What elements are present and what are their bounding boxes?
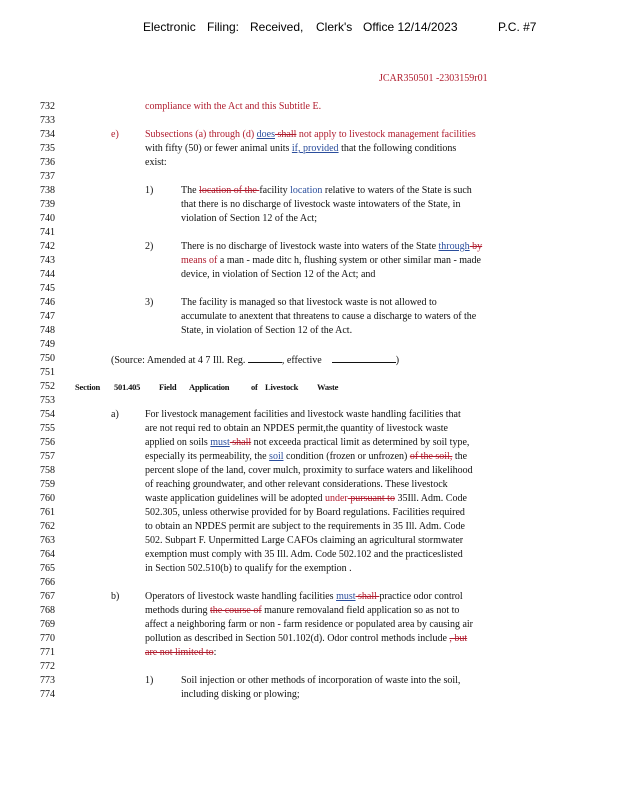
header-office-date: Office 12/14/2023 bbox=[363, 20, 458, 34]
text-line: 502.305, unless otherwise provided for by Board regulations. Facilities required bbox=[145, 507, 465, 518]
document-id: JCAR350501 -2303159r01 bbox=[379, 73, 488, 84]
line-number: 754 bbox=[40, 409, 55, 420]
line-number: 750 bbox=[40, 353, 55, 364]
text-line: in Section 502.510(b) to qualify for the exemption . bbox=[145, 563, 352, 574]
line-number: 739 bbox=[40, 199, 55, 210]
line-number: 762 bbox=[40, 521, 55, 532]
item-label-2: 2) bbox=[145, 241, 154, 252]
text-line: State, in violation of Section 12 of the Act. bbox=[181, 325, 353, 336]
inserted-text: must bbox=[210, 437, 230, 448]
line-number: 757 bbox=[40, 451, 55, 462]
text-line: Soil injection or other methods of incorporation of waste into the soil, bbox=[181, 675, 461, 686]
text-line: The facility is managed so that livestock waste is not allowed to bbox=[181, 297, 437, 308]
text-line: exist: bbox=[145, 157, 167, 168]
deleted-text: by bbox=[469, 241, 483, 252]
text-line: waste application guidelines will be adopted under pursuant to 35Ill. Adm. Code bbox=[145, 493, 467, 504]
text-line: exemption must comply with 35 Ill. Adm. Code 502.102 and the practiceslisted bbox=[145, 549, 463, 560]
line-number: 772 bbox=[40, 661, 55, 672]
section-title-word: Livestock bbox=[265, 382, 299, 392]
header-received: Received, bbox=[250, 20, 304, 34]
text-line: applied on soils must shall not exceeda practical limit as determined by soil type, bbox=[145, 437, 470, 448]
text-line: of reaching groundwater, and other relevant considerations. These livestock bbox=[145, 479, 448, 490]
line-number: 756 bbox=[40, 437, 55, 448]
line-number: 748 bbox=[40, 325, 55, 336]
section-title-word: of bbox=[251, 382, 258, 392]
text-line: especially its permeability, the soil condition (frozen or unfrozen) of the soil, the bbox=[145, 451, 468, 462]
line-number: 747 bbox=[40, 311, 55, 322]
line-number: 753 bbox=[40, 395, 55, 406]
line-number: 744 bbox=[40, 269, 55, 280]
text-line: with fifty (50) or fewer animal units if, provided that the following conditions bbox=[145, 143, 457, 154]
item-label-e: e) bbox=[111, 129, 119, 140]
section-title-word: Waste bbox=[317, 382, 339, 392]
line-number: 768 bbox=[40, 605, 55, 616]
inserted-text: does bbox=[256, 129, 275, 140]
line-number: 737 bbox=[40, 171, 55, 182]
blank-field bbox=[248, 353, 282, 363]
inserted-text: if, provided bbox=[291, 143, 339, 154]
line-number: 740 bbox=[40, 213, 55, 224]
section-label: Section bbox=[75, 382, 101, 392]
text-line: to obtain an NPDES permit are subject to the requirements in 35 Ill. Adm. Code bbox=[145, 521, 465, 532]
line-number: 746 bbox=[40, 297, 55, 308]
line-number: 755 bbox=[40, 423, 55, 434]
text-line: affect a neighboring farm or non - farm residence or populated area by causing air bbox=[145, 619, 474, 630]
line-number: 774 bbox=[40, 689, 55, 700]
deleted-text: shall bbox=[355, 591, 380, 602]
header-filing-label: Filing: bbox=[207, 20, 240, 34]
line-number: 743 bbox=[40, 255, 55, 266]
item-label-1: 1) bbox=[145, 185, 154, 196]
inserted-text: location bbox=[290, 185, 323, 196]
inserted-text: through bbox=[438, 241, 470, 252]
line-number: 758 bbox=[40, 465, 55, 476]
item-label-3: 3) bbox=[145, 297, 154, 308]
line-number: 760 bbox=[40, 493, 55, 504]
text-line: accumulate to anextent that threatens to cause a discharge to waters of the bbox=[181, 311, 477, 322]
line-number: 759 bbox=[40, 479, 55, 490]
inserted-text: must bbox=[336, 591, 356, 602]
text-line: that there is no discharge of livestock waste intowaters of the State, in bbox=[181, 199, 461, 210]
text-line: violation of Section 12 of the Act; bbox=[181, 213, 318, 224]
text-line: For livestock management facilities and livestock waste handling facilities that bbox=[145, 409, 461, 420]
source-note: (Source: Amended at 4 7 Ill. Reg. , effective ) bbox=[111, 355, 400, 366]
deleted-text: of the soil, bbox=[409, 451, 453, 462]
inserted-text: soil bbox=[269, 451, 284, 462]
section-title-word: Field bbox=[159, 382, 177, 392]
text-line: There is no discharge of livestock waste into waters of the State through by bbox=[181, 241, 483, 252]
text-line: are not limited to: bbox=[145, 647, 217, 658]
text-line: The location of the facility location relative to waters of the State is such bbox=[181, 185, 472, 196]
line-number: 742 bbox=[40, 241, 55, 252]
text-line: are not requi red to obtain an NPDES permit,the quantity of livestock waste bbox=[145, 423, 448, 434]
section-title-word: Application bbox=[189, 382, 230, 392]
item-label-a: a) bbox=[111, 409, 119, 420]
text-line: Subsections (a) through (d) does shall not apply to livestock management facilities bbox=[145, 129, 476, 140]
line-number: 751 bbox=[40, 367, 55, 378]
line-number: 734 bbox=[40, 129, 55, 140]
header-filing: Electronic bbox=[143, 20, 196, 34]
item-label-b: b) bbox=[111, 591, 120, 602]
line-number: 741 bbox=[40, 227, 55, 238]
line-number: 749 bbox=[40, 339, 55, 350]
text-line: device, in violation of Section 12 of the Act; and bbox=[181, 269, 376, 280]
text-line: including disking or plowing; bbox=[181, 689, 300, 700]
header-page-code: P.C. #7 bbox=[498, 20, 537, 34]
line-number: 738 bbox=[40, 185, 55, 196]
text-line: methods during the course of manure removaland field application so as not to bbox=[145, 605, 460, 616]
deleted-text: , but bbox=[449, 633, 468, 644]
inserted-text: under bbox=[324, 493, 348, 504]
line-number: 763 bbox=[40, 535, 55, 546]
line-number: 773 bbox=[40, 675, 55, 686]
text-line: means of a man - made ditc h, flushing system or other similar man - made bbox=[181, 255, 481, 266]
text-line: compliance with the Act and this Subtitle E. bbox=[145, 101, 322, 112]
item-label-b1: 1) bbox=[145, 675, 154, 686]
deleted-text: pursuant to bbox=[347, 493, 395, 504]
line-number: 745 bbox=[40, 283, 55, 294]
line-number: 770 bbox=[40, 633, 55, 644]
text-line: Operators of livestock waste handling facilities must shall practice odor control bbox=[145, 591, 463, 602]
deleted-text: location of the bbox=[199, 185, 260, 196]
deleted-text: are not limited to bbox=[145, 647, 214, 658]
line-number: 767 bbox=[40, 591, 55, 602]
line-number: 766 bbox=[40, 577, 55, 588]
text-line: pollution as described in Section 501.102(d). Odor control methods include , but bbox=[145, 633, 468, 644]
line-number: 752 bbox=[40, 381, 55, 392]
header-clerks: Clerk's bbox=[316, 20, 353, 34]
line-number: 765 bbox=[40, 563, 55, 574]
text-line: percent slope of the land, cover mulch, proximity to surface waters and likelihood bbox=[145, 465, 473, 476]
line-number: 761 bbox=[40, 507, 55, 518]
line-number: 733 bbox=[40, 115, 55, 126]
line-number: 736 bbox=[40, 157, 55, 168]
line-number: 732 bbox=[40, 101, 55, 112]
line-number: 769 bbox=[40, 619, 55, 630]
line-number: 771 bbox=[40, 647, 55, 658]
deleted-text: shall bbox=[275, 129, 297, 140]
section-number: 501.405 bbox=[114, 382, 141, 392]
text-line: 502. Subpart F. Unpermitted Large CAFOs claiming an agricultural stormwater bbox=[145, 535, 464, 546]
line-number: 735 bbox=[40, 143, 55, 154]
line-number: 764 bbox=[40, 549, 55, 560]
deleted-text: shall bbox=[229, 437, 252, 448]
deleted-text: the course of bbox=[210, 605, 262, 616]
blank-field bbox=[332, 353, 396, 363]
red-text: means of bbox=[181, 255, 218, 266]
